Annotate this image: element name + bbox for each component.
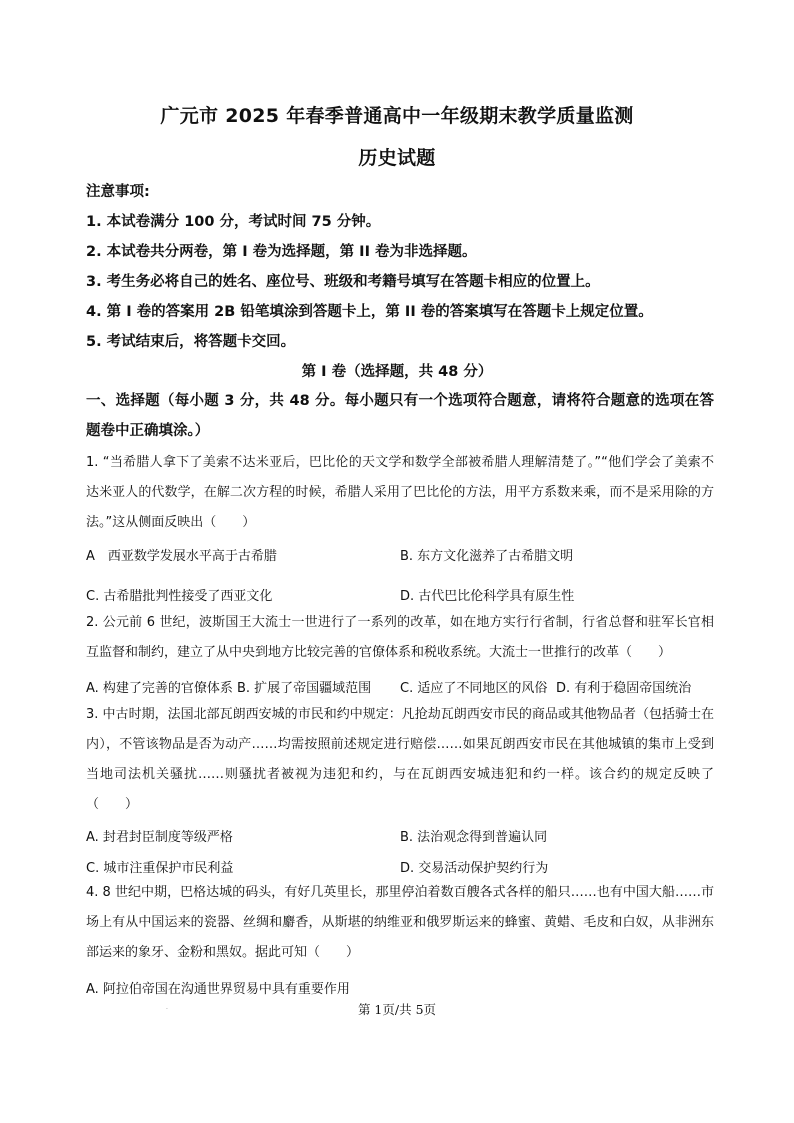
question-3-option-c: C. 城市注重保护市民利益 <box>86 861 234 876</box>
notice-item: 3. 考生务必将自己的姓名、座位号、班级和考籍号填写在答题卡相应的位置上。 <box>86 274 600 290</box>
question-3-option-a: A. 封君封臣制度等级严格 <box>86 830 233 845</box>
question-1-option-d: D. 古代巴比伦科学具有原生性 <box>400 589 575 604</box>
section-instruction: 一、选择题（每小题 3 分，共 48 分。每小题只有一个选项符合题意，请将符合题意的选项在答题卷中正确填涂。） <box>86 393 714 439</box>
scan-dot: · <box>166 1006 168 1013</box>
question-1-option-b: B. 东方文化滋养了古希腊文明 <box>400 549 574 564</box>
question-3-option-b: B. 法治观念得到普遍认同 <box>400 830 548 845</box>
question-1-option-c: C. 古希腊批判性接受了西亚文化 <box>86 589 273 604</box>
section-title: 第 I 卷（选择题，共 48 分） <box>301 364 493 380</box>
question-4-option-a: A. 阿拉伯帝国在沟通世界贸易中具有重要作用 <box>86 982 350 997</box>
question-2-option-c: C. 适应了不同地区的风俗 <box>400 681 548 696</box>
exam-title: 广元市 2025 年春季普通高中一年级期末教学质量监测 <box>160 105 634 127</box>
question-2-option-d: D. 有利于稳固帝国统治 <box>556 681 692 696</box>
question-2-option-a: A. 构建了完善的官僚体系 <box>86 681 233 696</box>
notice-item: 2. 本试卷共分两卷，第 I 卷为选择题，第 II 卷为非选择题。 <box>86 244 477 260</box>
question-2-option-b: B. 扩展了帝国疆域范围 <box>237 681 372 696</box>
question-3-option-d: D. 交易活动保护契约行为 <box>400 861 549 876</box>
question-1-stem: 1. “当希腊人拿下了美索不达米亚后，巴比伦的天文学和数学全部被希腊人理解清楚了。”“他们学会了美索不达米亚人的代数学，在解二次方程的时候，希腊人采用了巴比伦的方法，用平方系数来乘，而不是采用除的方法。”这从侧面反映出（ ） <box>86 455 714 530</box>
question-1-option-a: A 西亚数学发展水平高于古希腊 <box>86 549 277 564</box>
notice-item: 4. 第 I 卷的答案用 2B 铅笔填涂到答题卡上，第 II 卷的答案填写在答题卡上规定位置。 <box>86 304 653 320</box>
subject-title: 历史试题 <box>358 147 436 169</box>
notice-item: 5. 考试结束后，将答题卡交回。 <box>86 334 296 350</box>
notice-item: 1. 本试卷满分 100 分，考试时间 75 分钟。 <box>86 214 381 230</box>
question-3-stem: 3. 中古时期，法国北部瓦朗西安城的市民和约中规定：凡抢劫瓦朗西安市民的商品或其他物品者（包括骑士在内），不管该物品是否为动产……均需按照前述规定进行赔偿……如果瓦朗西安市民在其他城镇的集市上受到当地司法机关骚扰……则骚扰者被视为违犯和约，与在瓦朗西安城违犯和约一样。该合约的规定反映了（ ） <box>86 707 714 812</box>
question-2-stem: 2. 公元前 6 世纪，波斯国王大流士一世进行了一系列的改革，如在地方实行行省制，行省总督和驻军长官相互监督和制约，建立了从中央到地方比较完善的官僚体系和税收系统。大流士一世推行的改革（ ） <box>86 615 714 660</box>
question-4-stem: 4. 8 世纪中期，巴格达城的码头，有好几英里长，那里停泊着数百艘各式各样的船只……也有中国大船……市场上有从中国运来的瓷器、丝绸和麝香，从斯堪的纳维亚和俄罗斯运来的蜂蜜、黄蜡、毛皮和白奴，从非洲东部运来的象牙、金粉和黑奴。据此可知（ ） <box>86 885 714 960</box>
notice-heading: 注意事项: <box>86 184 150 200</box>
page-footer: 第 1页/共 5页 <box>357 1002 437 1017</box>
